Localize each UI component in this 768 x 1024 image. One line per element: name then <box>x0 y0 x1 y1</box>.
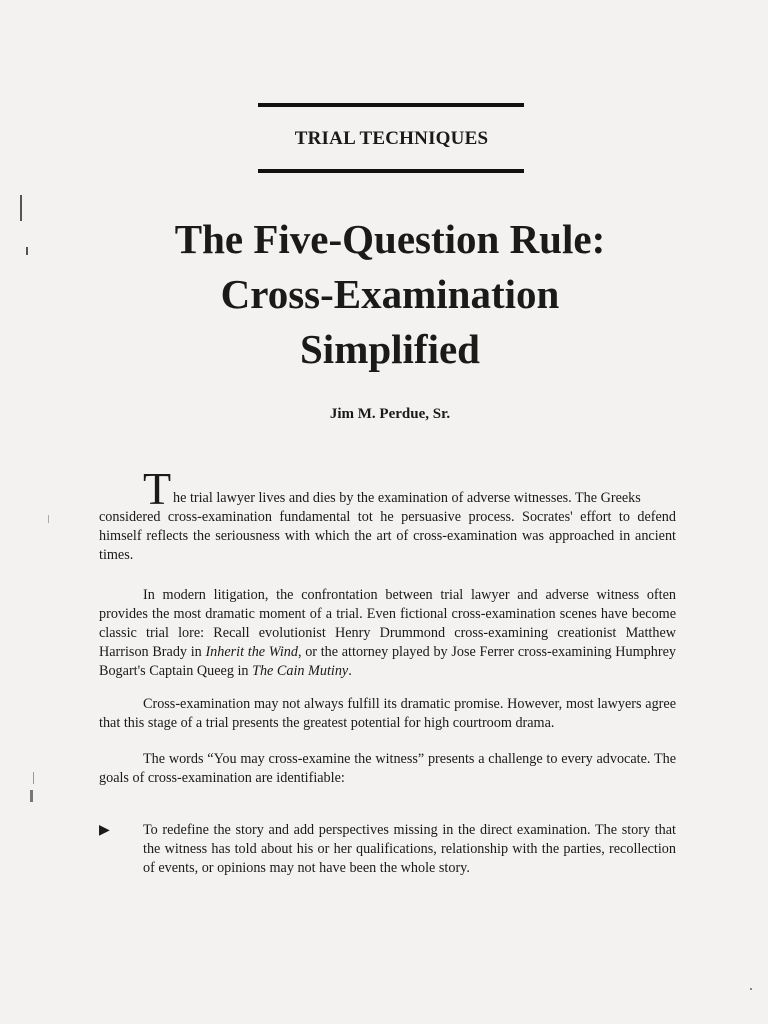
header-rule-bottom <box>258 169 524 173</box>
paragraph-1-first-line-text: he trial lawyer lives and dies by the examination of adverse witnesses. The Greeks <box>173 490 641 506</box>
cain-mutiny-title: The Cain Mutiny <box>252 663 349 679</box>
inherit-the-wind-title: Inherit the Wind <box>205 644 298 660</box>
paragraph-2 <box>99 586 676 681</box>
scan-mark <box>48 515 49 523</box>
title-line-3: Simplified <box>300 326 480 372</box>
section-label: TRIAL TECHNIQUES <box>294 128 489 149</box>
scan-mark <box>33 772 34 784</box>
paragraph-4: The words “You may cross-examine the witness” presents a challenge to every advocate. The goals of cross-examination are identifiable: <box>99 751 676 786</box>
scan-mark <box>750 988 752 990</box>
scan-mark <box>20 195 22 221</box>
paragraph-2-text-a: In modern litigation, the confrontation between trial lawyer and adverse witness often provides the most dramatic moment of a trial. Even fictional cross-examination scenes have become classic trial lore: Recall evolutionist Henry Drummond cross-examining creationist Matthew Harrison Brady in <box>99 587 676 660</box>
article-title <box>0 212 768 377</box>
paragraph-1 <box>99 463 676 565</box>
bullet-item-1 <box>99 821 676 878</box>
paragraph-1-continuation: considered cross-examination fundamental tot he persuasive process. Socrates' effort to defend himself reflects the seriousness with which the art of cross-examination was approached in ancient times. <box>99 509 676 563</box>
bullet-item-1-text: To redefine the story and add perspectives missing in the direct examination. The story that the witness has told about his or her qualifications, relationship with the parties, recollection of events, or opinions may not have been the whole story. <box>143 822 676 876</box>
paragraph-1-first-line <box>99 463 676 514</box>
author-byline: Jim M. Perdue, Sr. <box>329 406 451 422</box>
triangle-bullet-icon: ▶ <box>99 823 110 838</box>
title-line-2: Cross-Examination <box>220 271 560 317</box>
paragraph-2-text-c: . <box>348 663 352 679</box>
drop-cap: T <box>143 463 172 514</box>
title-line-1: The Five-Question Rule: <box>174 216 606 262</box>
header-rule-top <box>258 103 524 107</box>
scan-mark <box>30 790 33 802</box>
scan-mark <box>26 247 28 255</box>
paragraph-3: Cross-examination may not always fulfill its dramatic promise. However, most lawyers agree that this stage of a trial presents the greatest potential for high courtroom drama. <box>99 696 676 731</box>
paragraph-2-text-b: , or the attorney played by Jose Ferrer cross-examining Humphrey Bogart's Captain Queeg in <box>99 644 676 679</box>
